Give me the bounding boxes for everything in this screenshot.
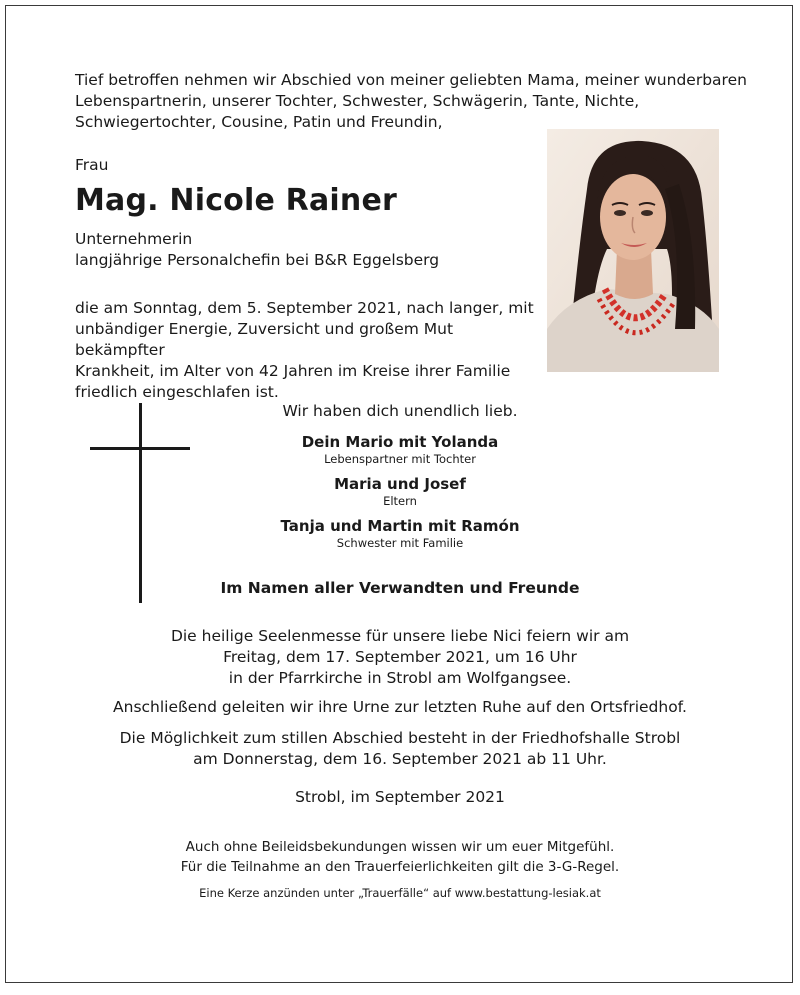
love-line: Wir haben dich unendlich lieb.	[282, 402, 518, 420]
place-date: Strobl, im September 2021	[295, 788, 505, 806]
mourner-name: Maria und Josef	[334, 475, 466, 493]
service-line: Freitag, dem 17. September 2021, um 16 Uhr	[223, 648, 577, 666]
death-line: unbändiger Energie, Zuversicht und großem Mut bekämpfter	[75, 320, 454, 359]
mourner-entry	[6, 432, 794, 466]
notes	[6, 837, 794, 877]
mourner-entry	[6, 474, 794, 508]
role-line: langjährige Personalchefin bei B&R Eggelsberg	[75, 251, 440, 269]
mourner-relation: Lebenspartner mit Tochter	[324, 452, 476, 466]
farewell-info	[6, 728, 794, 770]
roles	[75, 229, 515, 271]
role-line: Unternehmerin	[75, 230, 193, 248]
mourner-relation: Eltern	[383, 494, 417, 508]
mourner-entry	[6, 516, 794, 550]
name-prefix: Frau	[75, 156, 109, 174]
intro-line: Schwiegertochter, Cousine, Patin und Freundin,	[75, 113, 443, 131]
intro-line: Lebenspartnerin, unserer Tochter, Schwester, Schwägerin, Tante, Nichte,	[75, 92, 640, 110]
service-line: in der Pfarrkirche in Strobl am Wolfgangsee.	[228, 669, 572, 687]
mourner-name: Tanja und Martin mit Ramón	[280, 517, 520, 535]
mourners	[6, 432, 794, 558]
note-line: Für die Teilnahme an den Trauerfeierlichkeiten gilt die 3-G-Regel.	[180, 859, 620, 875]
service-info	[6, 626, 794, 689]
death-notice	[75, 298, 545, 403]
farewell-line: am Donnerstag, dem 16. September 2021 ab 11 Uhr.	[193, 750, 607, 768]
all-relatives: Im Namen aller Verwandten und Freunde	[220, 579, 580, 597]
death-line: friedlich eingeschlafen ist.	[75, 383, 279, 401]
intro-line: Tief betroffen nehmen wir Abschied von meiner geliebten Mama, meiner wunderbaren	[75, 71, 747, 89]
death-line: die am Sonntag, dem 5. September 2021, nach langer, mit	[75, 299, 534, 317]
mourner-relation: Schwester mit Familie	[336, 536, 464, 550]
note-line: Auch ohne Beileidsbekundungen wissen wir um euer Mitgefühl.	[185, 839, 615, 855]
service-line: Die heilige Seelenmesse für unsere liebe Nici feiern wir am	[170, 627, 630, 645]
urn-info: Anschließend geleiten wir ihre Urne zur letzten Ruhe auf den Ortsfriedhof.	[113, 698, 687, 716]
intro-text	[75, 70, 755, 133]
farewell-line: Die Möglichkeit zum stillen Abschied besteht in der Friedhofshalle Strobl	[119, 729, 681, 747]
deceased-name: Mag. Nicole Rainer	[75, 183, 397, 218]
candle-link[interactable]: Eine Kerze anzünden unter „Trauerfälle“ auf www.bestattung-lesiak.at	[199, 886, 601, 900]
portrait-photo	[547, 129, 719, 372]
mourner-name: Dein Mario mit Yolanda	[301, 433, 499, 451]
obituary-page	[5, 5, 793, 983]
death-line: Krankheit, im Alter von 42 Jahren im Kreise ihrer Familie	[75, 362, 511, 380]
